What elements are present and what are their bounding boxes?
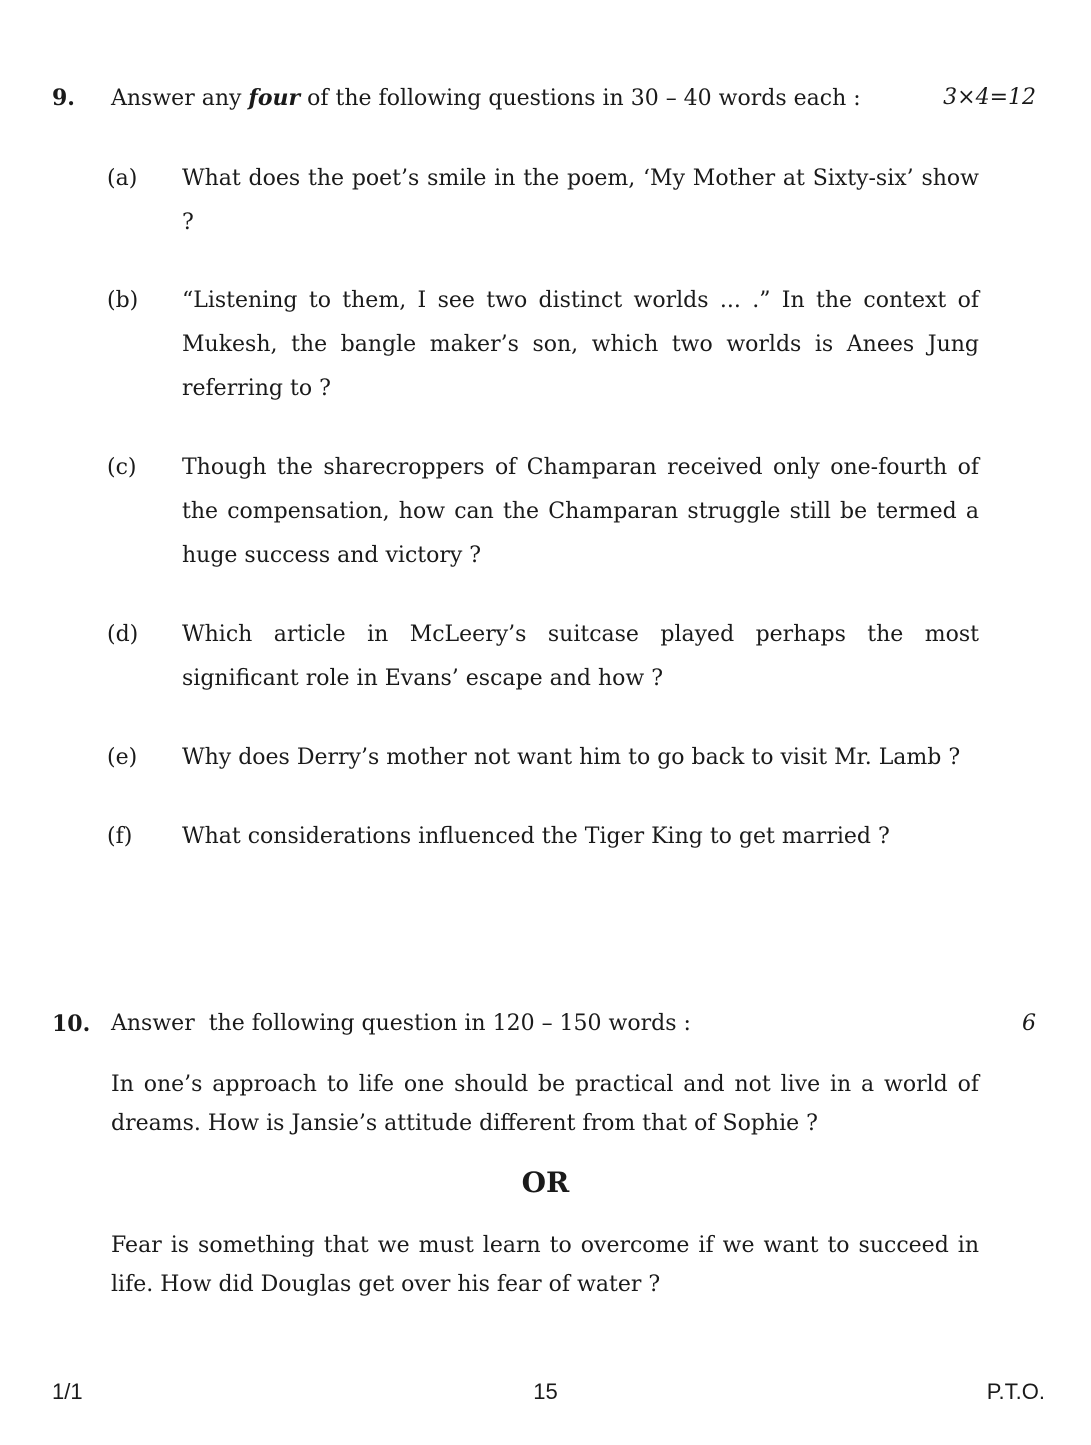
footer-code: 1/1 — [52, 1379, 83, 1404]
item-text: “Listening to them, I see two distinct worlds ... .” In the context of Mukesh, the bangle maker’s son, which two worlds is Anees Jung referring to ? — [182, 288, 979, 401]
item-text: Though the sharecroppers of Champaran received only one-fourth of the compensation, how can the Champaran struggle still be termed a huge success and victory ? — [182, 455, 979, 568]
or-separator: OR — [521, 1166, 570, 1199]
question-9-instruction-end: of the following questions in 30 – 40 words each : — [300, 86, 861, 111]
item-text: What considerations influenced the Tiger King to get married ? — [182, 824, 890, 849]
item-text: What does the poet’s smile in the poem, ‘My Mother at Sixty-six’ show ? — [182, 166, 979, 235]
pto-label: P.T.O. — [986, 1379, 1045, 1404]
item-text: Why does Derry’s mother not want him to go back to visit Mr. Lamb ? — [182, 745, 961, 770]
page-number: 15 — [533, 1379, 558, 1404]
item-text: Which article in McLeery’s suitcase played perhaps the most significant role in Evans’ escape and how ? — [182, 622, 979, 691]
item-label: (c) — [107, 455, 137, 480]
question-10-option-1: In one’s approach to life one should be practical and not live in a world of dreams. How is Jansie’s attitude different from that of Sophie ? — [111, 1072, 979, 1136]
question-9-instruction-emphasis: four — [248, 85, 301, 111]
question-9-instruction — [111, 83, 861, 114]
question-9-number: 9. — [52, 85, 75, 111]
item-label: (a) — [107, 166, 138, 191]
item-label: (d) — [107, 622, 139, 647]
question-10-instruction: Answer the following question in 120 – 150 words : — [111, 1011, 691, 1036]
question-10-number: 10. — [52, 1011, 91, 1037]
question-10-marks: 6 — [1022, 1011, 1036, 1036]
question-10-option-2: Fear is something that we must learn to overcome if we want to succeed in life. How did Douglas get over his fear of water ? — [111, 1233, 979, 1297]
question-9-instruction-start: Answer any — [111, 86, 249, 111]
item-label: (b) — [107, 288, 139, 313]
question-9-marks: 3×4=12 — [943, 85, 1036, 110]
item-label: (f) — [107, 824, 133, 849]
item-label: (e) — [107, 745, 138, 770]
